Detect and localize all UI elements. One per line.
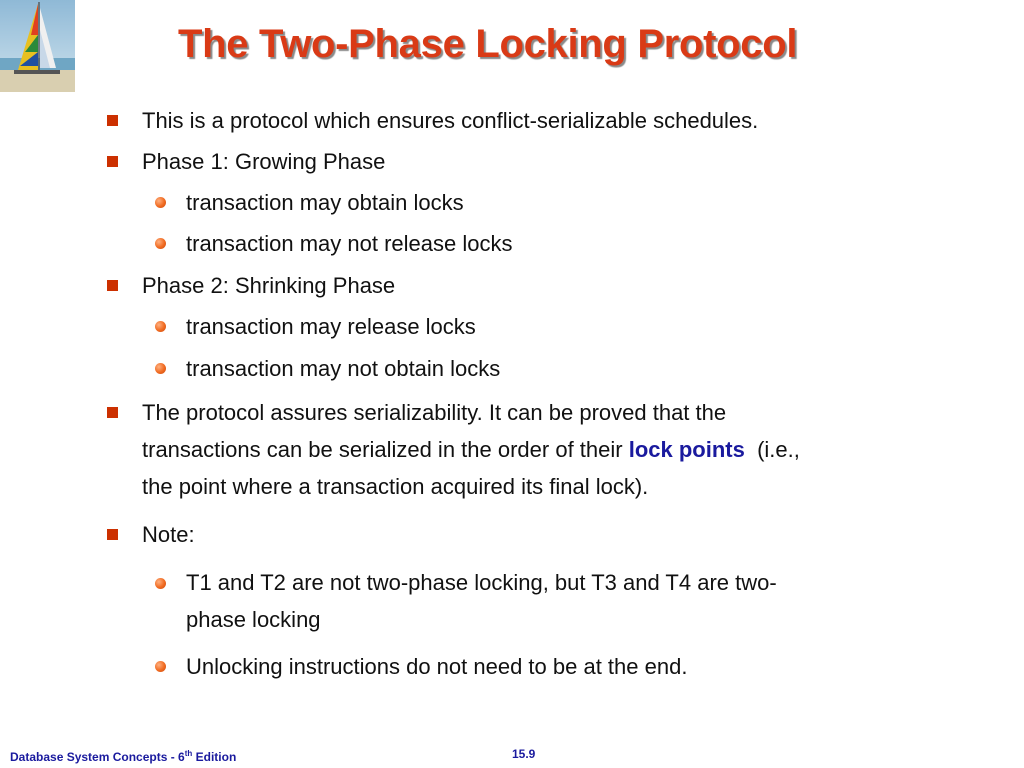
serializability-line-2 [142, 431, 922, 468]
footer-book-sup: th [184, 749, 193, 758]
footer-book-prefix: Database System Concepts - 6 [10, 750, 185, 764]
serializability-line-3: the point where a transaction acquired its final lock). [142, 474, 649, 499]
square-bullet-icon [107, 407, 118, 418]
sub-bullet-not-obtain-locks: transaction may not obtain locks [186, 356, 501, 381]
sailboat-photo-icon [0, 0, 75, 92]
square-bullet-icon [107, 529, 118, 540]
square-bullet-icon [107, 280, 118, 291]
round-bullet-icon [155, 363, 166, 374]
square-bullet-icon [107, 115, 118, 126]
bullet-note: Note: [142, 522, 195, 547]
two-phase-examples-line-1: T1 and T2 are not two-phase locking, but T3 and T4 are two- [186, 570, 777, 595]
slide-title: The Two-Phase Locking Protocol [178, 22, 798, 66]
bullet-growing-phase: Phase 1: Growing Phase [142, 149, 386, 174]
footer-book-suffix: Edition [192, 750, 237, 764]
serializability-line-1: The protocol assures serializability. It can be proved that the [142, 400, 727, 425]
round-bullet-icon [155, 578, 166, 589]
bullet-serializability [142, 394, 922, 505]
bullet-shrinking-phase: Phase 2: Shrinking Phase [142, 273, 396, 298]
sub-bullet-two-phase-examples [186, 564, 906, 638]
serializability-text-before: transactions can be serialized in the order of their [142, 437, 629, 462]
round-bullet-icon [155, 661, 166, 672]
round-bullet-icon [155, 238, 166, 249]
sub-bullet-not-release-locks: transaction may not release locks [186, 231, 513, 256]
round-bullet-icon [155, 321, 166, 332]
round-bullet-icon [155, 197, 166, 208]
sub-bullet-unlocking-instructions: Unlocking instructions do not need to be at the end. [186, 654, 688, 679]
sub-bullet-obtain-locks: transaction may obtain locks [186, 190, 464, 215]
serializability-text-after: (i.e., [744, 437, 800, 462]
square-bullet-icon [107, 156, 118, 167]
sub-bullet-release-locks: transaction may release locks [186, 314, 476, 339]
bullet-protocol-definition: This is a protocol which ensures conflict-serializable schedules. [142, 108, 759, 133]
two-phase-examples-line-2: phase locking [186, 607, 321, 632]
footer-page-number: 15.9 [512, 747, 536, 761]
footer-book-title [10, 744, 236, 767]
lock-points-highlight: lock points [628, 437, 745, 462]
